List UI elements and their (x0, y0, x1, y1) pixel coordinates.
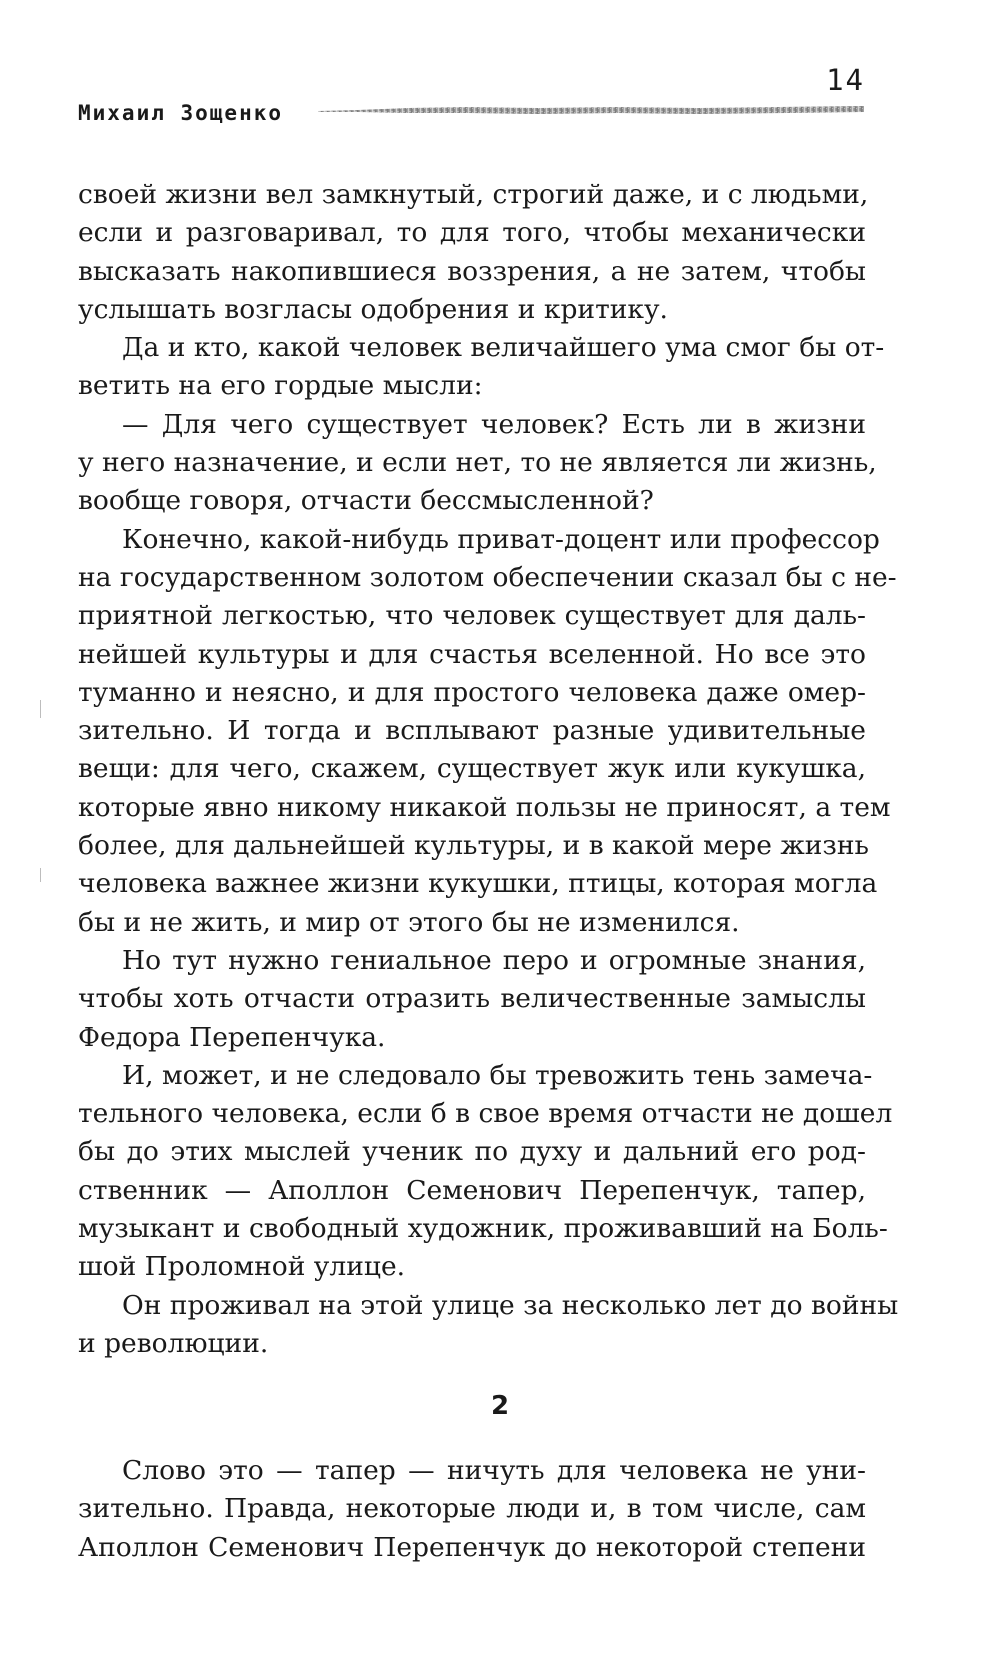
text-line: высказать накопившиеся воззрения, а не затем, чтобы (78, 255, 866, 287)
scan-speck (40, 700, 41, 718)
scan-speck (40, 868, 41, 882)
text-line: ственник — Аполлон Семенович Перепенчук, тапер, (78, 1174, 866, 1206)
text-line: зительно. И тогда и всплывают разные удивительные (78, 715, 866, 747)
text-line: чтобы хоть отчасти отразить величественные замыслы (78, 983, 866, 1015)
text-block-main (78, 176, 899, 1363)
text-line: бы до этих мыслей ученик по духу и дальний его род- (78, 1136, 866, 1168)
text-line: бы и не жить, и мир от этого бы не изменился. (78, 906, 740, 938)
text-line: Федора Перепенчука. (78, 1021, 386, 1053)
text-line: ветить на его гордые мысли: (78, 370, 483, 402)
text-line: Аполлон Семенович Перепенчук до некоторой степени (78, 1531, 866, 1563)
text-line: своей жизни вел замкнутый, строгий даже, и с людьми, (78, 179, 869, 210)
text-line: Он проживал на этой улице за несколько лет до войны (122, 1289, 899, 1321)
text-line: человека важнее жизни кукушки, птицы, которая могла (78, 868, 878, 900)
text-line: музыкант и свободный художник, проживавший на Боль- (78, 1213, 888, 1245)
text-line: шой Проломной улице. (78, 1251, 406, 1283)
text-line: Слово это — тапер — ничуть для человека не уни- (122, 1455, 866, 1486)
header-decorative-rule (318, 102, 864, 120)
text-line: у него назначение, и если нет, то не является ли жизнь, (78, 447, 877, 479)
text-line: Конечно, какой-нибудь приват-доцент или профессор (122, 523, 880, 555)
text-line: нейшей культуры и для счастья вселенной. Но все это (78, 638, 866, 670)
section-number: 2 (490, 1391, 510, 1421)
text-line: приятной легкостью, что человек существует для даль- (78, 600, 866, 632)
text-line: и революции. (78, 1327, 269, 1359)
text-line: тельного человека, если б в свое время отчасти не дошел (78, 1098, 893, 1130)
text-line: вещи: для чего, скажем, существует жук или кукушка, (78, 753, 866, 785)
text-line: более, для дальнейшей культуры, и в какой мере жизнь (78, 830, 869, 862)
text-line: на государственном золотом обеспечении сказал бы с не- (78, 561, 897, 593)
text-line: зительно. Правда, некоторые люди и, в том числе, сам (78, 1493, 866, 1525)
text-line: Да и кто, какой человек величайшего ума смог бы от- (122, 332, 885, 364)
running-header-author: Михаил Зощенко (78, 101, 284, 125)
text-line: если и разговаривал, то для того, чтобы механически (78, 217, 866, 249)
text-line: — Для чего существует человек? Есть ли в жизни (122, 408, 866, 440)
page-number: 14 (826, 63, 865, 97)
text-line: туманно и неясно, и для простого человека даже омер- (78, 676, 866, 708)
text-line: Но тут нужно гениальное перо и огромные знания, (122, 944, 866, 976)
text-block-section-2 (78, 1452, 866, 1567)
text-line: И, может, и не следовало бы тревожить тень замеча- (122, 1059, 873, 1091)
text-line: услышать возгласы одобрения и критику. (78, 293, 668, 325)
text-line: которые явно никому никакой пользы не приносят, а тем (78, 791, 891, 823)
text-line: вообще говоря, отчасти бессмысленной? (78, 485, 654, 517)
